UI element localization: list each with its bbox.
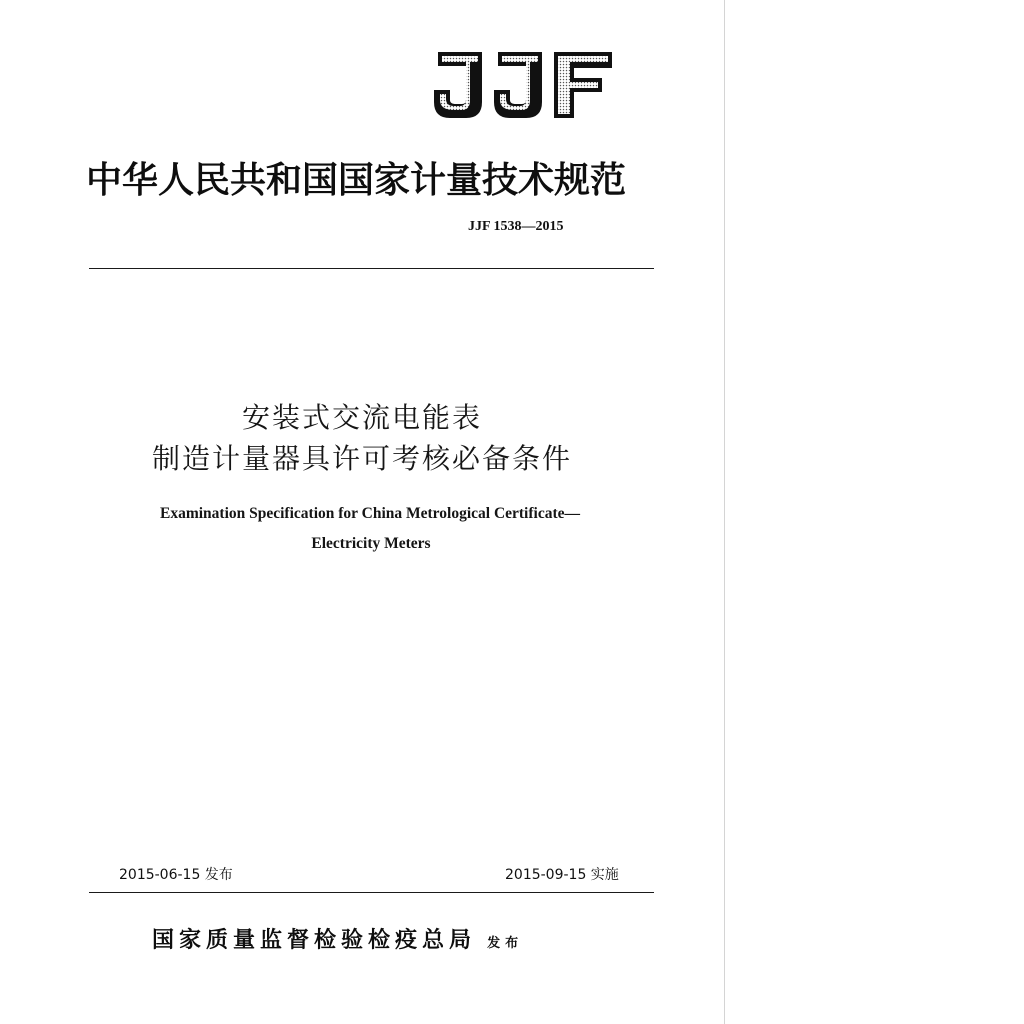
- implementation-date: 2015-09-15 实施: [505, 867, 619, 883]
- document-title-en-line-2: Electricity Meters: [311, 535, 431, 552]
- logo-letter-j-2: [494, 52, 542, 118]
- jjf-logo-icon: [428, 48, 614, 124]
- standard-series-title: 中华人民共和国国家计量技术规范: [86, 159, 627, 201]
- header-divider: [89, 268, 654, 269]
- standard-code: JJF 1538—2015: [468, 219, 564, 234]
- issue-date: 2015-06-15 发布: [119, 867, 233, 883]
- document-title-cn-line-2: 制造计量器具许可考核必备条件: [151, 442, 572, 475]
- issuer-name: 国家质量监督检验检疫总局: [152, 927, 477, 953]
- issuer-line: [152, 923, 523, 954]
- document-title-en-line-1: Examination Specification for China Metrological Certificate—: [159, 505, 580, 522]
- document-title-cn-line-1: 安装式交流电能表: [241, 401, 482, 434]
- logo-letter-j-1: [434, 52, 482, 118]
- blank-facing-area: [725, 0, 1024, 1024]
- logo-letter-f: [554, 52, 612, 118]
- footer-divider: [89, 892, 654, 893]
- issuer-suffix: 发布: [487, 936, 524, 951]
